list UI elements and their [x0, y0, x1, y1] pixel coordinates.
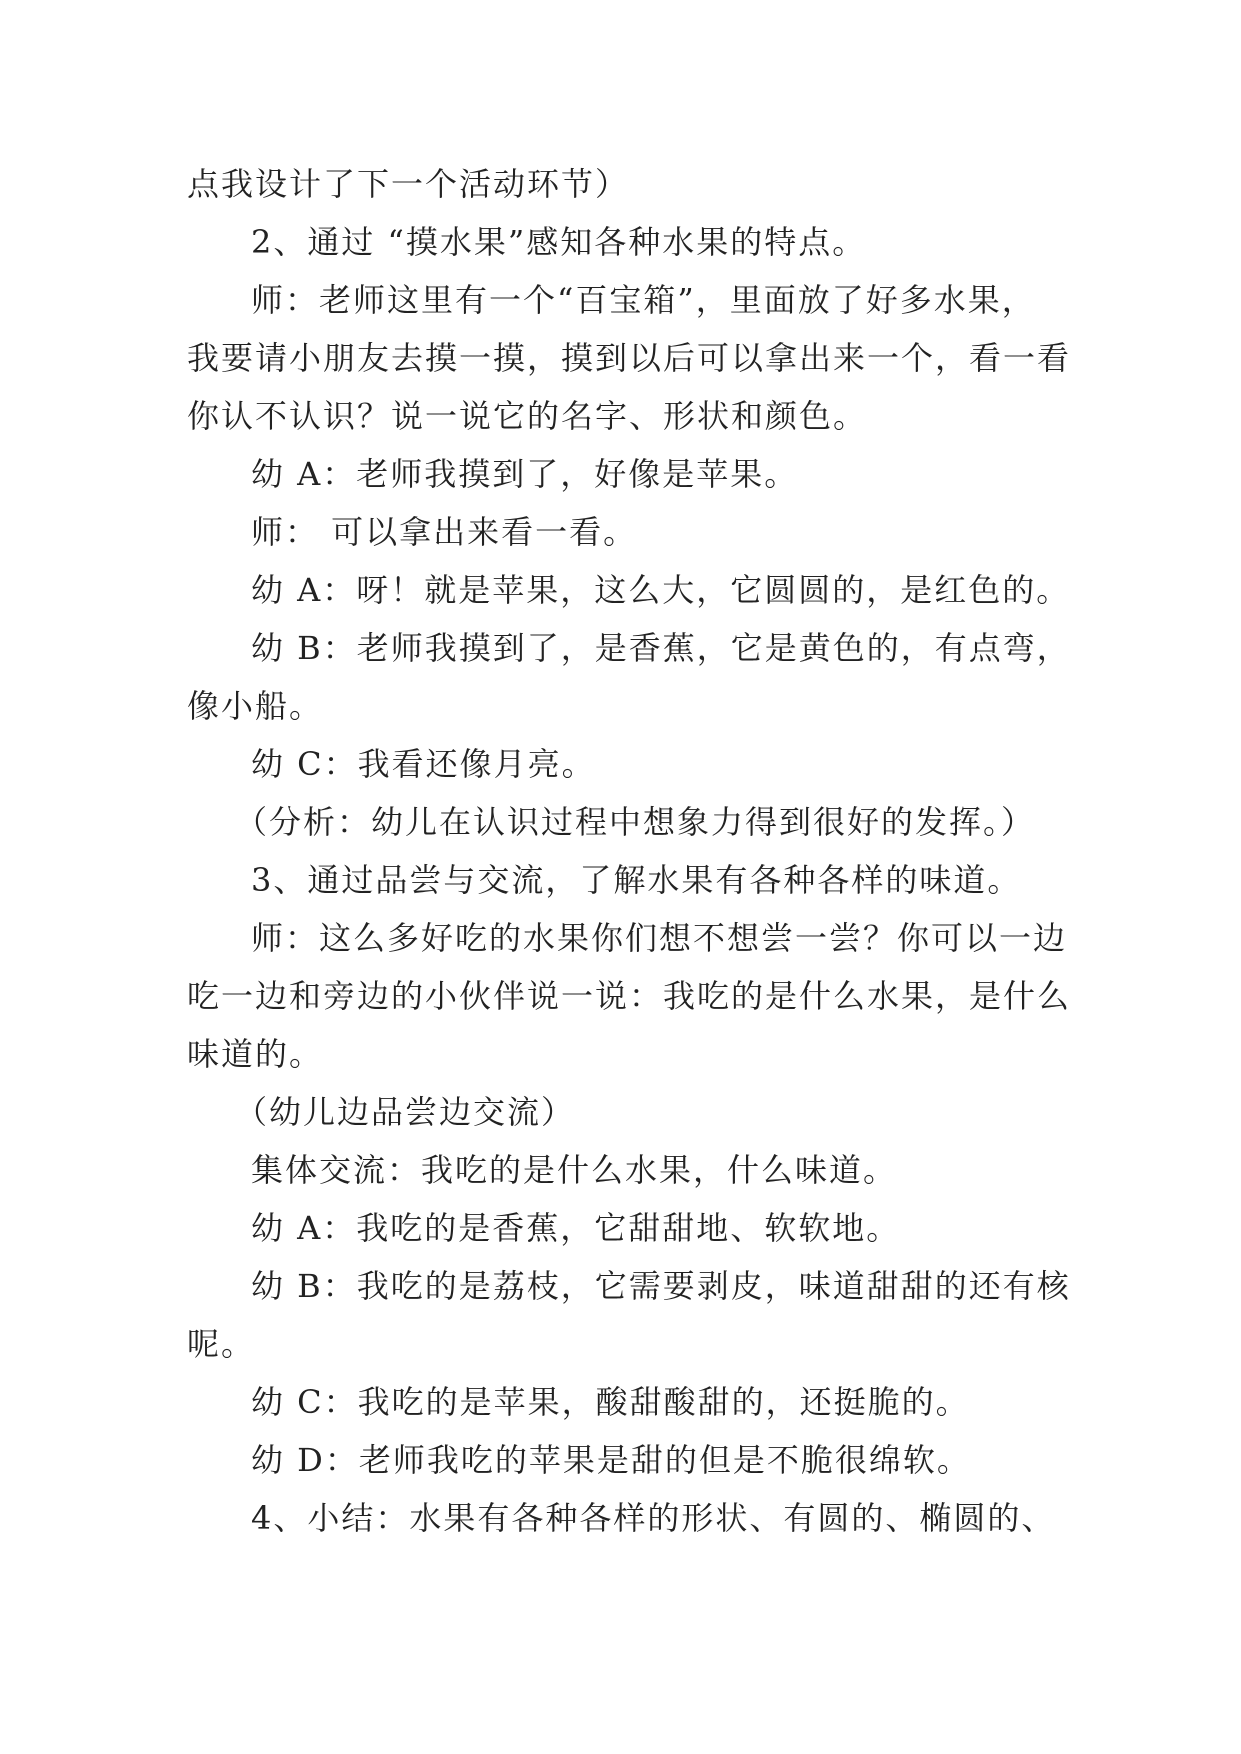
text-line: 点我设计了下一个活动环节）: [187, 165, 630, 203]
text-line: 师： 可以拿出来看一看。: [251, 513, 638, 551]
section-heading-3: 3、通过品尝与交流，了解水果有各种各样的味道。: [251, 861, 1022, 899]
section-heading-4: 4、小结：水果有各种各样的形状、有圆的、椭圆的、: [251, 1499, 1056, 1537]
text-line: 师：老师这里有一个“百宝箱”，里面放了好多水果，: [251, 281, 1036, 319]
text-line: 幼 A：呀！就是苹果，这么大，它圆圆的，是红色的。: [251, 571, 1071, 609]
text-line: 幼 A：我吃的是香蕉，它甜甜地、软软地。: [251, 1209, 901, 1247]
text-line: 幼 B：老师我摸到了，是香蕉，它是黄色的，有点弯，: [251, 629, 1071, 667]
text-line: 味道的。: [187, 1035, 324, 1073]
text-line: 集体交流：我吃的是什么水果，什么味道。: [251, 1151, 898, 1189]
text-line: 像小船。: [187, 687, 324, 725]
body-text: [187, 155, 1072, 1547]
text-line: 幼 C：我吃的是苹果，酸甜酸甜的，还挺脆的。: [251, 1383, 970, 1421]
text-line: 幼 C：我看还像月亮。: [251, 745, 596, 783]
section-heading-2: 2、通过 “摸水果”感知各种水果的特点。: [251, 223, 867, 261]
text-line: 吃一边和旁边的小伙伴说一说：我吃的是什么水果，是什么: [187, 977, 1072, 1015]
text-line: 你认不认识？说一说它的名字、形状和颜色。: [187, 397, 868, 435]
text-line: 师：这么多好吃的水果你们想不想尝一尝？你可以一边: [251, 919, 1068, 957]
text-line: 幼 A：老师我摸到了，好像是苹果。: [251, 455, 799, 493]
text-line: 幼 D：老师我吃的苹果是甜的但是不脆很绵软。: [251, 1441, 971, 1479]
activity-note: （幼儿边品尝边交流）: [235, 1093, 576, 1131]
text-line: 我要请小朋友去摸一摸，摸到以后可以拿出来一个，看一看: [187, 339, 1072, 377]
analysis-note: （分析：幼儿在认识过程中想象力得到很好的发挥。）: [235, 803, 1036, 841]
text-line: 幼 B：我吃的是荔枝，它需要剥皮，味道甜甜的还有核: [251, 1267, 1071, 1305]
text-line: 呢。: [187, 1325, 256, 1363]
